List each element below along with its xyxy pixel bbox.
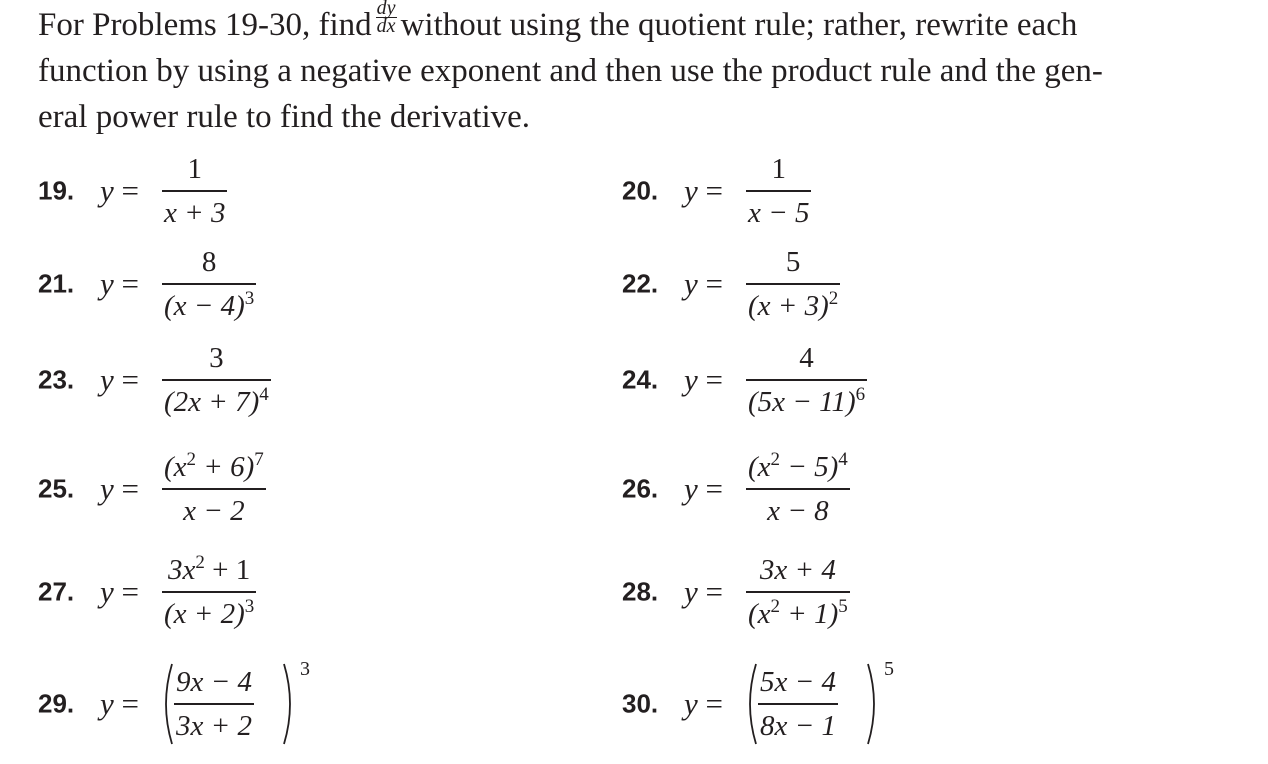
exponent: 2 (195, 552, 205, 574)
numerator (746, 450, 850, 484)
numerator: 4 (799, 342, 814, 375)
numerator-part: 3x (168, 554, 196, 587)
fraction (746, 332, 867, 428)
numerator: 3x + 4 (759, 554, 836, 587)
y-equals (100, 362, 139, 398)
problem-number: 29. (38, 688, 75, 719)
y-equals (684, 362, 723, 398)
denominator-base: (x + 2) (164, 597, 245, 630)
denominator (746, 597, 850, 631)
fraction-bar (746, 488, 850, 490)
left-paren (742, 662, 758, 746)
fraction-bar (746, 190, 811, 192)
exponent: 2 (770, 595, 781, 617)
y-variable: y (100, 574, 114, 609)
exponent: 2 (770, 449, 781, 471)
equals-sign: = (705, 266, 723, 301)
y-variable: y (684, 574, 698, 609)
instructions-text: without using the quotient rule; rather, rewrite each (400, 7, 1078, 43)
equals-sign: = (705, 362, 723, 397)
exponent: 3 (244, 287, 255, 309)
denominator: x + 3 (164, 196, 226, 229)
fraction-bar (746, 379, 867, 381)
fraction (746, 441, 850, 537)
denominator: x − 2 (183, 494, 245, 527)
fraction (162, 441, 266, 537)
fraction-bar (162, 190, 227, 192)
y-variable: y (684, 266, 698, 301)
fraction (162, 332, 271, 428)
fraction-bar (162, 591, 256, 593)
denominator-base: (5x − 11) (748, 385, 856, 418)
y-equals (100, 266, 139, 302)
fraction-bar (746, 283, 840, 285)
right-paren (866, 662, 882, 746)
equals-sign: = (121, 362, 139, 397)
fraction-bar (162, 379, 271, 381)
equals-sign: = (705, 173, 723, 208)
problem-number: 21. (38, 268, 75, 299)
y-equals (100, 686, 139, 722)
fraction (746, 143, 811, 239)
numerator-part: (x (164, 451, 187, 484)
y-equals (100, 471, 139, 507)
left-paren (158, 662, 174, 746)
fraction (746, 236, 840, 332)
exponent: 5 (838, 595, 848, 617)
dy-dx-fraction (376, 0, 397, 35)
numerator: 8 (201, 246, 217, 279)
numerator (166, 553, 252, 587)
equals-sign: = (121, 686, 139, 721)
denominator-base: (x − 4) (164, 289, 245, 322)
denominator (746, 385, 867, 419)
y-equals (684, 471, 723, 507)
denominator: 3x + 2 (176, 709, 252, 742)
numerator: 1 (771, 153, 786, 186)
denominator (162, 385, 271, 419)
equals-sign: = (121, 574, 139, 609)
fraction-bar (162, 488, 266, 490)
exponent: 3 (244, 595, 255, 617)
fraction (174, 656, 254, 752)
denominator: 8x − 1 (760, 709, 836, 742)
problem-number: 19. (38, 175, 75, 206)
fraction-bar (758, 703, 838, 705)
denominator (162, 289, 256, 323)
y-variable: y (684, 173, 698, 208)
problem-number: 28. (622, 576, 659, 607)
numerator-part: + 1 (204, 554, 251, 587)
fraction (162, 236, 256, 332)
equals-sign: = (121, 471, 139, 506)
numerator: 5 (785, 246, 801, 279)
problem-number: 22. (622, 268, 659, 299)
exponent: 7 (254, 449, 264, 471)
equals-sign: = (121, 173, 139, 208)
y-variable: y (100, 686, 114, 721)
denominator (746, 289, 840, 323)
instructions (38, 2, 1238, 140)
numerator: 9x − 4 (176, 666, 252, 699)
exponent: 2 (186, 449, 197, 471)
y-variable: y (684, 471, 698, 506)
right-paren (282, 662, 298, 746)
numerator-part: − 5) (780, 451, 839, 484)
numerator: 5x − 4 (760, 666, 836, 699)
denominator (162, 597, 256, 631)
fraction (746, 544, 850, 640)
numerator-part: + 6) (196, 451, 255, 484)
fraction-bar (746, 591, 850, 593)
exponent: 4 (259, 383, 269, 405)
numerator: 1 (187, 153, 202, 186)
y-variable: y (100, 173, 114, 208)
dy-numerator: dy (376, 0, 396, 19)
fraction (162, 544, 256, 640)
y-variable: y (684, 362, 698, 397)
problem-number: 24. (622, 364, 659, 395)
equals-sign: = (705, 686, 723, 721)
problem-number: 27. (38, 576, 75, 607)
fraction-bar (162, 283, 256, 285)
outer-exponent: 3 (300, 658, 310, 680)
denominator: x − 5 (748, 196, 810, 229)
y-equals (684, 173, 723, 209)
denominator-part: + 1) (780, 597, 839, 630)
y-variable: y (100, 266, 114, 301)
y-equals (684, 686, 723, 722)
equals-sign: = (705, 574, 723, 609)
denominator: x − 8 (767, 494, 829, 527)
denominator-part: (x (748, 597, 771, 630)
dx-denominator: dx (376, 14, 396, 37)
outer-exponent: 5 (884, 658, 894, 680)
instructions-line-1 (38, 2, 1238, 48)
exponent: 2 (828, 287, 839, 309)
fraction-bar (174, 703, 254, 705)
instructions-text: For Problems 19-30, find (38, 7, 372, 43)
numerator: 3 (209, 342, 224, 375)
y-variable: y (100, 471, 114, 506)
numerator-part: (x (748, 451, 771, 484)
denominator-base: (x + 3) (748, 289, 829, 322)
equals-sign: = (705, 471, 723, 506)
problem-number: 20. (622, 175, 659, 206)
fraction (758, 656, 838, 752)
problem-number: 23. (38, 364, 75, 395)
fraction (162, 143, 227, 239)
y-variable: y (100, 362, 114, 397)
denominator-base: (2x + 7) (164, 385, 260, 418)
exponent: 6 (855, 383, 866, 405)
y-equals (684, 574, 723, 610)
problem-number: 30. (622, 688, 659, 719)
equals-sign: = (121, 266, 139, 301)
exponent: 4 (838, 449, 848, 471)
y-variable: y (684, 686, 698, 721)
instructions-line-3: eral power rule to find the derivative. (38, 99, 531, 135)
y-equals (100, 574, 139, 610)
instructions-line-2: function by using a negative exponent and then use the product rule and the gen- (38, 53, 1103, 89)
numerator (162, 450, 266, 484)
y-equals (100, 173, 139, 209)
problem-number: 25. (38, 473, 75, 504)
y-equals (684, 266, 723, 302)
problem-number: 26. (622, 473, 659, 504)
